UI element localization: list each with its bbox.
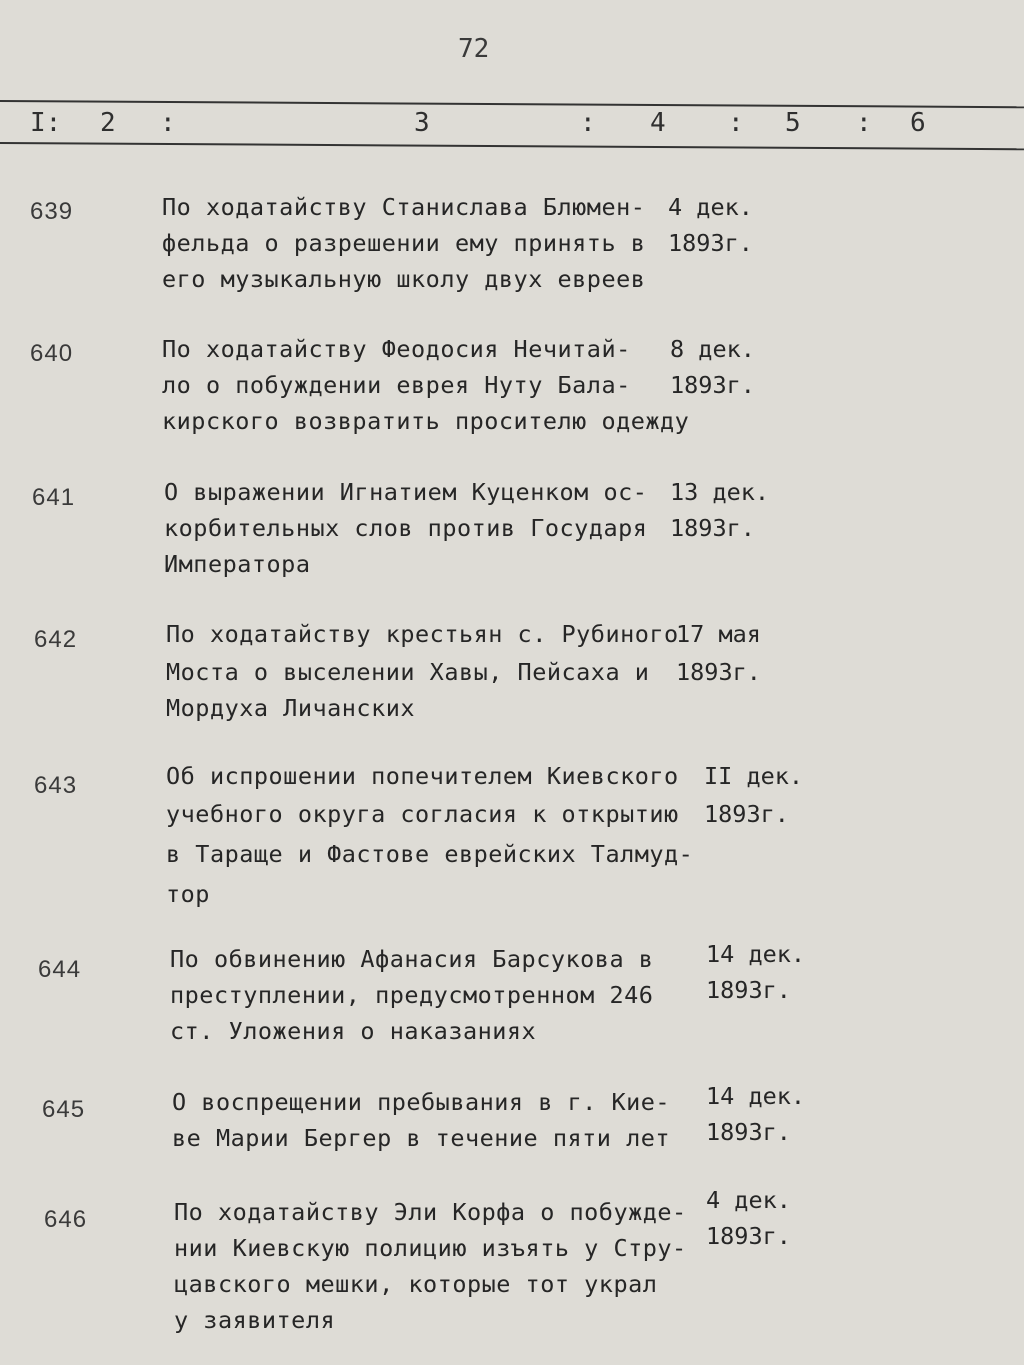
entry-description-line: По ходатайству Феодосия Нечитай- <box>162 335 631 363</box>
column-separator-3: : <box>728 108 744 138</box>
entry-date-year: 1893г. <box>706 976 791 1004</box>
entry-date-day: 14 дек. <box>706 940 806 968</box>
column-separator-1: : <box>160 108 176 138</box>
entry-description-line: корбительных слов против Государя <box>164 514 648 542</box>
entry-date-year: 1893г. <box>676 658 761 686</box>
entry-description-line: ло о побуждении еврея Нуту Бала- <box>162 371 631 399</box>
entry-description-line: его музыкальную школу двух евреев <box>162 265 646 293</box>
column-separator-2: : <box>580 108 596 138</box>
entry-description-line: преступлении, предусмотренном 246 <box>170 981 654 1009</box>
entry-date-day: 17 мая <box>676 620 761 648</box>
column-separator-4: : <box>856 108 872 138</box>
entry-number: 645 <box>42 1096 86 1123</box>
entry-description-line: Об испрошении попечителем Киевского <box>166 762 679 790</box>
entry-description-line: О воспрещении пребывания в г. Кие- <box>172 1088 671 1116</box>
page-number: 72 <box>458 34 490 64</box>
entry-number: 644 <box>38 956 82 983</box>
entry-date-day: 13 дек. <box>670 478 770 506</box>
entry-description-line: цавского мешки, которые тот украл <box>174 1270 658 1298</box>
entry-description-line: у заявителя <box>174 1306 336 1334</box>
entry-date-year: 1893г. <box>670 514 755 542</box>
entry-description-line: нии Киевскую полицию изъять у Стру- <box>174 1234 687 1262</box>
entry-date-day: 8 дек. <box>670 335 755 363</box>
column-header-1: I: <box>30 108 62 138</box>
entry-description-line: Моста о выселении Хавы, Пейсаха и <box>166 658 650 686</box>
entry-date-year: 1893г. <box>706 1222 791 1250</box>
column-header-5: 5 <box>785 108 801 138</box>
column-header-4: 4 <box>650 108 666 138</box>
entry-description-line: в Тараще и Фастове еврейских Талмуд- <box>166 840 694 868</box>
column-header-6: 6 <box>910 108 926 138</box>
entry-description-line: О выражении Игнатием Куценком ос- <box>164 478 648 506</box>
entry-description-line: учебного округа согласия к открытию <box>166 800 679 828</box>
entry-number: 646 <box>44 1206 88 1233</box>
entry-description-line: Императора <box>164 550 311 578</box>
entry-date-year: 1893г. <box>670 371 755 399</box>
entry-number: 642 <box>34 626 78 653</box>
header-rule-bottom <box>0 142 1024 150</box>
entry-description-line: Мордуха Личанских <box>166 694 416 722</box>
entry-date-year: 1893г. <box>704 800 789 828</box>
entry-date-year: 1893г. <box>706 1118 791 1146</box>
entry-description-line: ст. Уложения о наказаниях <box>170 1017 537 1045</box>
entry-date-day: 4 дек. <box>668 193 753 221</box>
entry-description-line: кирского возвратить просителю одежду <box>162 407 690 435</box>
entry-number: 641 <box>32 484 76 511</box>
entry-description-line: По ходатайству крестьян с. Рубиного <box>166 620 679 648</box>
entry-date-year: 1893г. <box>668 229 753 257</box>
entry-description-line: По ходатайству Станислава Блюмен- <box>162 193 646 221</box>
entry-number: 639 <box>30 198 74 225</box>
entry-description-line: фельда о разрешении ему принять в <box>162 229 646 257</box>
entry-date-day: 4 дек. <box>706 1186 791 1214</box>
entry-number: 640 <box>30 340 74 367</box>
entry-date-day: II дек. <box>704 762 804 790</box>
entry-date-day: 14 дек. <box>706 1082 806 1110</box>
entry-description-line: тор <box>166 880 210 908</box>
entry-description-line: По обвинению Афанасия Барсукова в <box>170 945 654 973</box>
entry-number: 643 <box>34 772 78 799</box>
column-header-3: 3 <box>414 108 430 138</box>
entry-description-line: ве Марии Бергер в течение пяти лет <box>172 1124 671 1152</box>
column-header-2: 2 <box>100 108 116 138</box>
entry-description-line: По ходатайству Эли Корфа о побужде- <box>174 1198 687 1226</box>
